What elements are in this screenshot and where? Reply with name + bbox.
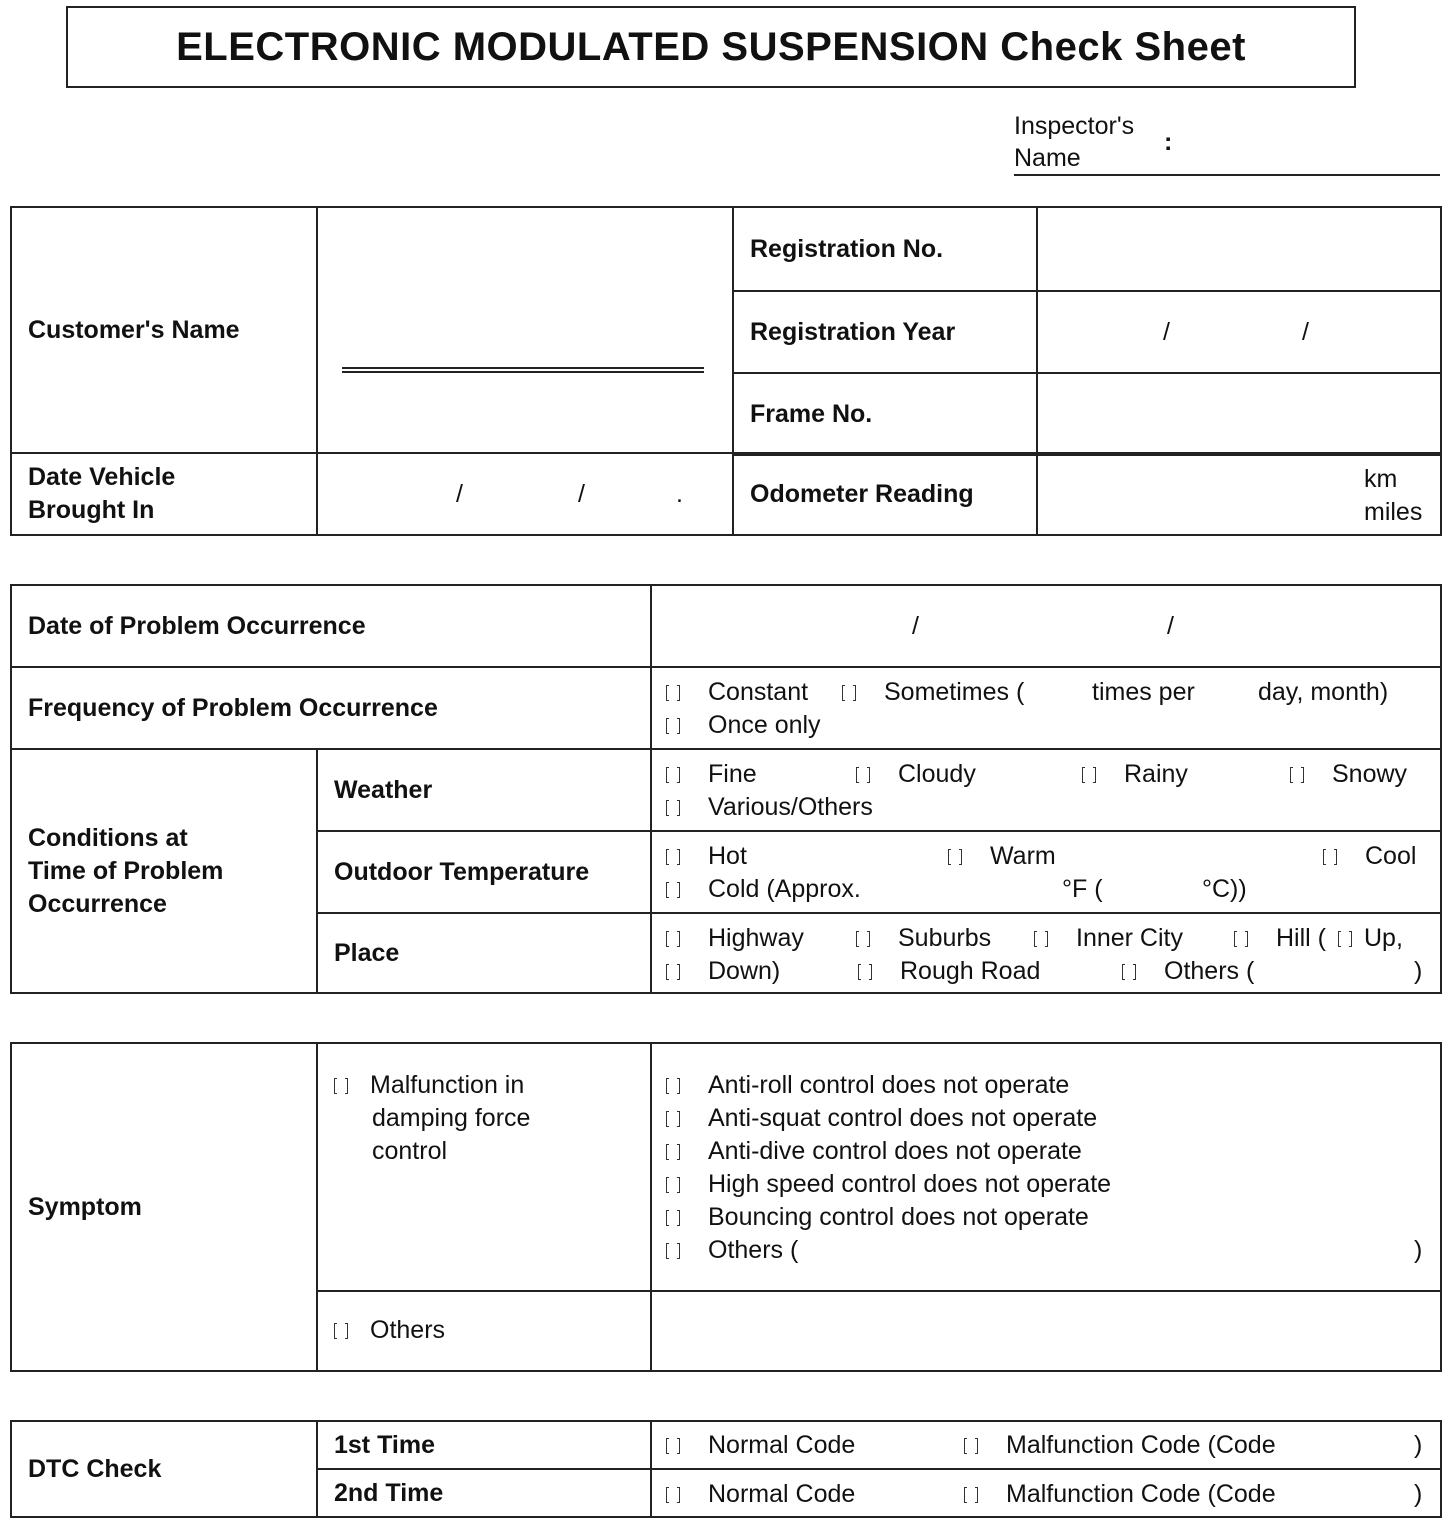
symptom-others-option[interactable]: Others ( <box>666 1234 798 1267</box>
checkbox-icon[interactable] <box>964 1487 978 1503</box>
dtc-check-label: DTC Check <box>10 1420 318 1518</box>
dtc-first-malfunction-option[interactable]: Malfunction Code (Code <box>964 1429 1276 1462</box>
freq-day-month: day, month) <box>1258 678 1389 706</box>
symptom-bouncing-option[interactable]: Bouncing control does not operate <box>666 1201 1089 1234</box>
freq-times-per: times per <box>1092 678 1195 706</box>
place-suburbs-option[interactable]: Suburbs <box>856 922 991 955</box>
weather-fine-option[interactable]: Fine <box>666 758 757 791</box>
checkbox-icon[interactable] <box>666 1177 680 1193</box>
checkbox-icon[interactable] <box>666 882 680 898</box>
temp-cold-option[interactable]: Cold (Approx. <box>666 873 861 906</box>
temp-cool-option[interactable]: Cool <box>1323 840 1416 873</box>
checkbox-icon[interactable] <box>334 1078 348 1094</box>
place-up-option[interactable]: Up, <box>1338 922 1403 955</box>
place-rough-road-option[interactable]: Rough Road <box>858 955 1040 988</box>
temp-celsius: °C)) <box>1202 875 1247 903</box>
registration-year-field[interactable] <box>1036 290 1442 374</box>
symptom-anti-dive-option[interactable]: Anti-dive control does not operate <box>666 1135 1082 1168</box>
dtc-first-normal-option[interactable]: Normal Code <box>666 1429 855 1462</box>
symptom-label: Symptom <box>10 1042 318 1372</box>
place-highway-option[interactable]: Highway <box>666 922 804 955</box>
checkbox-icon[interactable] <box>666 767 680 783</box>
frequency-label: Frequency of Problem Occurrence <box>10 666 652 750</box>
temp-fahrenheit: °F ( <box>1062 875 1103 903</box>
symptom-anti-roll-option[interactable]: Anti-roll control does not operate <box>666 1069 1069 1102</box>
checkbox-icon[interactable] <box>1082 767 1096 783</box>
dtc-first-close: ) <box>1414 1431 1423 1459</box>
place-hill-option[interactable]: Hill ( <box>1234 922 1326 955</box>
checkbox-icon[interactable] <box>1122 964 1136 980</box>
temp-warm-option[interactable]: Warm <box>948 840 1056 873</box>
checkbox-icon[interactable] <box>666 1487 680 1503</box>
problem-date-slash-2: / <box>1167 612 1174 640</box>
symptom-malfunction-line2: damping force <box>372 1104 531 1132</box>
checkbox-icon[interactable] <box>666 1111 680 1127</box>
customer-name-underline <box>342 367 704 373</box>
symptom-malfunction-line3: control <box>372 1137 448 1165</box>
registration-no-label: Registration No. <box>732 206 1038 292</box>
dtc-first-time-label: 1st Time <box>316 1420 652 1470</box>
checkbox-icon[interactable] <box>666 718 680 734</box>
checkbox-icon[interactable] <box>1034 931 1048 947</box>
inspector-label-line2: Name <box>1014 144 1081 172</box>
dtc-second-close: ) <box>1414 1480 1423 1508</box>
date-in-dot: . <box>676 480 683 508</box>
checkbox-icon[interactable] <box>856 767 870 783</box>
symptom-anti-squat-option[interactable]: Anti-squat control does not operate <box>666 1102 1097 1135</box>
odometer-miles: miles <box>1364 498 1423 526</box>
place-inner-city-option[interactable]: Inner City <box>1034 922 1183 955</box>
checkbox-icon[interactable] <box>666 1144 680 1160</box>
dtc-second-malfunction-option[interactable]: Malfunction Code (Code <box>964 1478 1276 1511</box>
symptom-others-field[interactable] <box>650 1290 1442 1372</box>
date-vehicle-brought-in-field[interactable] <box>316 452 734 536</box>
date-in-slash-1: / <box>456 480 463 508</box>
freq-sometimes-option[interactable]: Sometimes ( <box>842 676 1024 709</box>
checkbox-icon[interactable] <box>666 1243 680 1259</box>
inspector-name-field[interactable] <box>1014 110 1440 176</box>
reg-year-slash-2: / <box>1302 318 1309 346</box>
checkbox-icon[interactable] <box>948 849 962 865</box>
freq-constant-option[interactable]: Constant <box>666 676 808 709</box>
weather-label: Weather <box>316 748 652 832</box>
weather-rainy-option[interactable]: Rainy <box>1082 758 1188 791</box>
checkbox-icon[interactable] <box>856 931 870 947</box>
dtc-second-normal-option[interactable]: Normal Code <box>666 1478 855 1511</box>
checkbox-icon[interactable] <box>842 685 856 701</box>
checkbox-icon[interactable] <box>666 1438 680 1454</box>
outdoor-temperature-label: Outdoor Temperature <box>316 830 652 914</box>
inspector-colon: : <box>1164 128 1173 156</box>
freq-once-option[interactable]: Once only <box>666 709 821 742</box>
dtc-second-time-label: 2nd Time <box>316 1468 652 1518</box>
frame-no-label: Frame No. <box>732 372 1038 456</box>
date-of-problem-label: Date of Problem Occurrence <box>10 584 652 668</box>
weather-cloudy-option[interactable]: Cloudy <box>856 758 976 791</box>
checkbox-icon[interactable] <box>666 800 680 816</box>
customer-name-label: Customer's Name <box>10 206 318 454</box>
checkbox-icon[interactable] <box>964 1438 978 1454</box>
reg-year-slash-1: / <box>1163 318 1170 346</box>
symptom-general-others-option[interactable]: Others <box>334 1314 445 1347</box>
symptom-high-speed-option[interactable]: High speed control does not operate <box>666 1168 1111 1201</box>
place-others-option[interactable]: Others ( <box>1122 955 1254 988</box>
checkbox-icon[interactable] <box>334 1323 348 1339</box>
date-of-problem-field[interactable] <box>650 584 1442 668</box>
checkbox-icon[interactable] <box>1290 767 1304 783</box>
conditions-label: Conditions at Time of Problem Occurrence <box>10 748 318 994</box>
weather-snowy-option[interactable]: Snowy <box>1290 758 1407 791</box>
checkbox-icon[interactable] <box>1234 931 1248 947</box>
checkbox-icon[interactable] <box>666 931 680 947</box>
place-others-close: ) <box>1414 957 1423 985</box>
inspector-label-line1: Inspector's <box>1014 112 1135 140</box>
symptom-malfunction-option[interactable]: Malfunction in <box>334 1069 524 1102</box>
problem-date-slash-1: / <box>912 612 919 640</box>
checkbox-icon[interactable] <box>1323 849 1337 865</box>
checkbox-icon[interactable] <box>666 685 680 701</box>
checkbox-icon[interactable] <box>1338 931 1352 947</box>
place-label: Place <box>316 912 652 994</box>
checkbox-icon[interactable] <box>666 964 680 980</box>
checkbox-icon[interactable] <box>666 1078 680 1094</box>
weather-various-option[interactable]: Various/Others <box>666 791 873 824</box>
odometer-label: Odometer Reading <box>732 452 1038 536</box>
odometer-km: km <box>1364 465 1398 493</box>
checkbox-icon[interactable] <box>666 1210 680 1226</box>
checkbox-icon[interactable] <box>858 964 872 980</box>
frame-no-field[interactable] <box>1036 372 1442 456</box>
registration-no-field[interactable] <box>1036 206 1442 292</box>
registration-year-label: Registration Year <box>732 290 1038 374</box>
sheet-title: ELECTRONIC MODULATED SUSPENSION Check Sheet <box>66 6 1356 88</box>
temp-hot-option[interactable]: Hot <box>666 840 747 873</box>
symptom-others-close: ) <box>1414 1236 1423 1264</box>
customer-name-field[interactable] <box>316 206 734 454</box>
date-in-slash-2: / <box>578 480 585 508</box>
place-down-option[interactable]: Down) <box>666 955 780 988</box>
checkbox-icon[interactable] <box>666 849 680 865</box>
date-vehicle-brought-in-label: Date Vehicle Brought In <box>10 452 318 536</box>
